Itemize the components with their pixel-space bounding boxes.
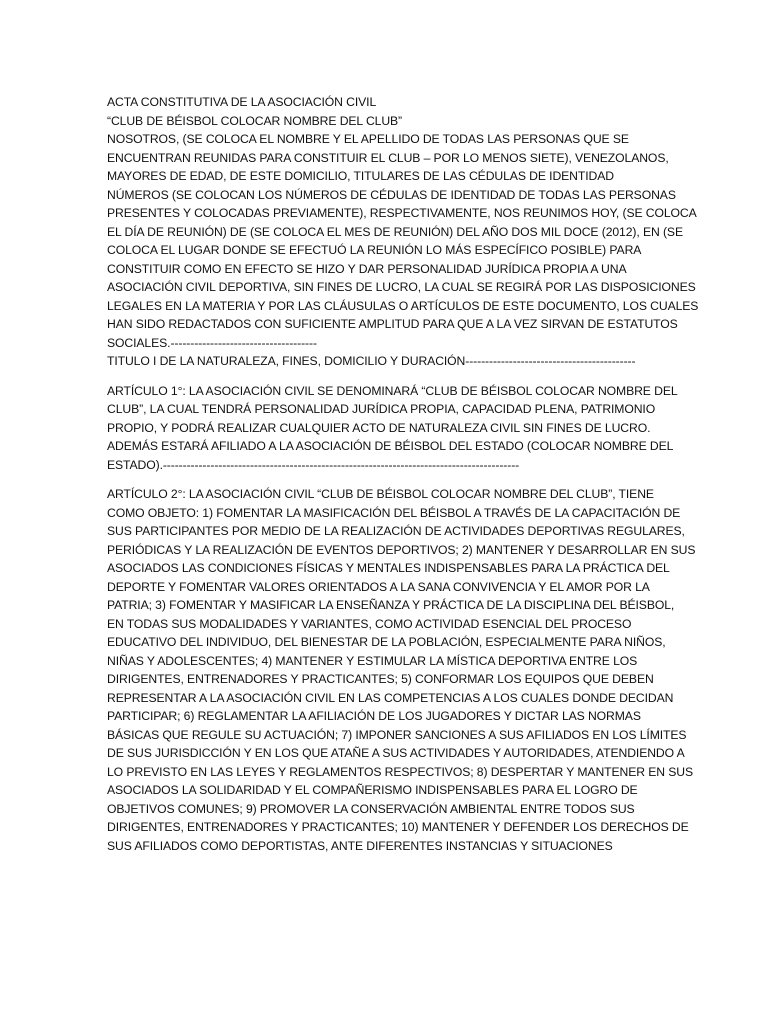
article-2-line: PERIÓDICAS Y LA REALIZACIÓN DE EVENTOS DEPORTIVOS; 2) MANTENER Y DESARROLLAR EN SUS — [107, 542, 696, 557]
article-2-line: ARTÍCULO 2°: LA ASOCIACIÓN CIVIL “CLUB DE BÉISBOL COLOCAR NOMBRE DEL CLUB”, TIENE — [107, 487, 654, 501]
intro-line: HAN SIDO REDACTADOS CON SUFICIENTE AMPLITUD PARA QUE A LA VEZ SIRVAN DE ESTATUTOS — [107, 317, 678, 331]
article-2-line: EN TODAS SUS MODALIDADES Y VARIANTES, COMO ACTIVIDAD ESENCIAL DEL PROCESO — [107, 616, 632, 631]
article-2-line: BÁSICAS QUE REGULE SU ACTUACIÓN; 7) IMPONER SANCIONES A SUS AFILIADOS EN LOS LÍMITES — [107, 727, 687, 742]
article-2 — [107, 485, 696, 855]
article-2-line: DIRIGENTES, ENTRENADORES Y PRACTICANTES; 10) MANTENER Y DEFENDER LOS DERECHOS DE — [107, 820, 689, 834]
intro-line: ENCUENTRAN REUNIDAS PARA CONSTITUIR EL CLUB – POR LO MENOS SIETE), VENEZOLANOS, — [107, 150, 669, 165]
article-2-line: REPRESENTAR A LA ASOCIACIÓN CIVIL EN LAS COMPETENCIAS A LOS CUALES DONDE DECIDAN — [107, 690, 674, 705]
intro-paragraph — [107, 130, 699, 352]
article-2-line: COMO OBJETO: 1) FOMENTAR LA MASIFICACIÓN DEL BÉISBOL A TRAVÉS DE LA CAPACITACIÓN DE — [107, 505, 681, 520]
intro-line: LEGALES EN LA MATERIA Y POR LAS CLÁUSULAS O ARTÍCULOS DE ESTE DOCUMENTO, LOS CUALES — [107, 298, 699, 313]
intro-line: MAYORES DE EDAD, DE ESTE DOMICILIO, TITULARES DE LAS CÉDULAS DE IDENTIDAD — [107, 169, 614, 183]
article-2-line: PARTICIPAR; 6) REGLAMENTAR LA AFILIACIÓN DE LOS JUGADORES Y DICTAR LAS NORMAS — [107, 709, 641, 723]
intro-line: CONSTITUIR COMO EN EFECTO SE HIZO Y DAR PERSONALIDAD JURÍDICA PROPIA A UNA — [107, 261, 627, 276]
article-2-line: ASOCIADOS LAS CONDICIONES FÍSICAS Y MENTALES INDISPENSABLES PARA LA PRÁCTICA DEL — [107, 561, 670, 575]
document-title: ACTA CONSTITUTIVA DE LA ASOCIACIÓN CIVIL — [107, 95, 377, 109]
article-2-line: NIÑAS Y ADOLESCENTES; 4) MANTENER Y ESTIMULAR LA MÍSTICA DEPORTIVA ENTRE LOS — [107, 653, 638, 668]
article-2-line: ASOCIADOS LA SOLIDARIDAD Y EL COMPAÑERISMO INDISPENSABLES PARA EL LOGRO DE — [107, 783, 638, 797]
section-title: TITULO I DE LA NATURALEZA, FINES, DOMICILIO Y DURACIÓN------------------------------------------- — [107, 354, 636, 368]
intro-line: ASOCIACIÓN CIVIL DEPORTIVA, SIN FINES DE LUCRO, LA CUAL SE REGIRÁ POR LAS DISPOSICIONES — [107, 280, 696, 294]
article-2-line: OBJETIVOS COMUNES; 9) PROMOVER LA CONSERVACIÓN AMBIENTAL ENTRE TODOS SUS — [107, 801, 635, 816]
article-2-line: SUS AFILIADOS COMO DEPORTISTAS, ANTE DIFERENTES INSTANCIAS Y SITUACIONES — [107, 838, 613, 853]
article-2-line: LO PREVISTO EN LAS LEYES Y REGLAMENTOS RESPECTIVOS; 8) DESPERTAR Y MANTENER EN SUS — [107, 764, 694, 779]
article-1-line: CLUB”, LA CUAL TENDRÁ PERSONALIDAD JURÍDICA PROPIA, CAPACIDAD PLENA, PATRIMONIO — [107, 402, 656, 416]
article-2-line: DE SUS JURISDICCIÓN Y EN LOS QUE ATAÑE A SUS ACTIVIDADES Y AUTORIDADES, ATENDIENDO A — [107, 746, 685, 760]
article-1-line: PROPIO, Y PODRÁ REALIZAR CUALQUIER ACTO DE NATURALEZA CIVIL SIN FINES DE LUCRO. — [107, 420, 651, 435]
article-1-line: ESTADO).------------------------------------------------------------------------------------------ — [107, 457, 520, 472]
article-2-line: PATRIA; 3) FOMENTAR Y MASIFICAR LA ENSEÑANZA Y PRÁCTICA DE LA DISCIPLINA DEL BÉISBOL, — [107, 598, 675, 612]
intro-line: EL DÍA DE REUNIÓN) DE (SE COLOCA EL MES DE REUNIÓN) DEL AÑO DOS MIL DOCE (2012), EN (SE — [107, 224, 683, 239]
intro-line: NÚMEROS (SE COLOCAN LOS NÚMEROS DE CÉDULAS DE IDENTIDAD DE TODAS LAS PERSONAS — [107, 187, 676, 202]
article-1-line: ADEMÁS ESTARÁ AFILIADO A LA ASOCIACIÓN DE BÉISBOL DEL ESTADO (COLOCAR NOMBRE DEL — [107, 439, 674, 453]
article-2-line: DIRIGENTES, ENTRENADORES Y PRACTICANTES; 5) CONFORMAR LOS EQUIPOS QUE DEBEN — [107, 672, 654, 686]
intro-line: NOSOTROS, (SE COLOCA EL NOMBRE Y EL APELLIDO DE TODAS LAS PERSONAS QUE SE — [107, 132, 629, 146]
intro-line: COLOCA EL LUGAR DONDE SE EFECTUÓ LA REUNIÓN LO MÁS ESPECÍFICO POSIBLE) PARA — [107, 243, 642, 257]
document-body — [107, 93, 699, 855]
article-2-line: SUS PARTICIPANTES POR MEDIO DE LA REALIZACIÓN DE ACTIVIDADES DEPORTIVAS REGULARES, — [107, 524, 685, 538]
intro-line: PRESENTES Y COLOCADAS PREVIAMENTE), RESPECTIVAMENTE, NOS REUNIMOS HOY, (SE COLOCA — [107, 206, 697, 220]
document-subtitle: “CLUB DE BÉISBOL COLOCAR NOMBRE DEL CLUB” — [107, 113, 403, 128]
article-1-line: ARTÍCULO 1°: LA ASOCIACIÓN CIVIL SE DENOMINARÁ “CLUB DE BÉISBOL COLOCAR NOMBRE DEL — [107, 383, 678, 398]
article-2-line: DEPORTE Y FOMENTAR VALORES ORIENTADOS A LA SANA CONVIVENCIA Y EL AMOR POR LA — [107, 579, 650, 594]
article-2-line: EDUCATIVO DEL INDIVIDUO, DEL BIENESTAR DE LA POBLACIÓN, ESPECIALMENTE PARA NIÑOS, — [107, 635, 666, 649]
article-1 — [107, 382, 678, 475]
intro-line: SOCIALES.------------------------------------- — [107, 335, 317, 350]
